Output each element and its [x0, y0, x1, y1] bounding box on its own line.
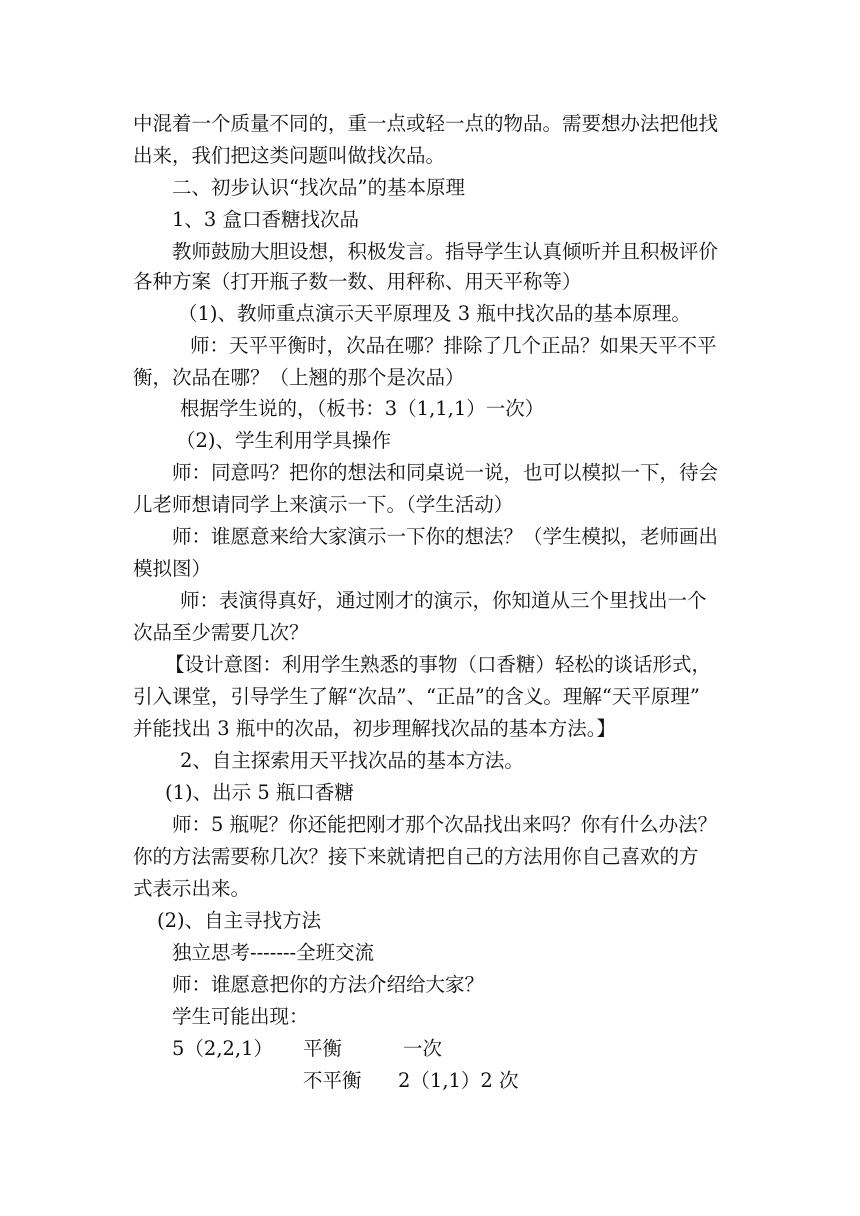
text-line: (2)、自主寻找方法 [157, 909, 322, 932]
scheme-unbalanced-result: 2（1,1）2 次 [398, 1069, 519, 1092]
design-intent-note: 引入课堂，引导学生了解“次品”、“正品”的含义。理解“天平原理” [133, 685, 700, 708]
design-intent-note: 并能找出 3 瓶中的次品，初步理解找次品的基本方法。】 [133, 717, 617, 740]
design-intent-note: 【设计意图：利用学生熟悉的事物（口香糖）轻松的谈话形式， [165, 653, 712, 676]
text-line: 式表示出来。 [133, 877, 251, 900]
text-line: 教师鼓励大胆设想，积极发言。指导学生认真倾听并且积极评价 [172, 240, 719, 263]
subsection-heading: 1、3 盒口香糖找次品 [172, 208, 360, 231]
text-line: 根据学生说的，（板书：3（1,1,1）一次） [180, 397, 545, 420]
scheme-balanced: 平衡 [303, 1037, 343, 1060]
text-line: 你的方法需要称几次？接下来就请把自己的方法用你自己喜欢的方 [133, 845, 699, 868]
subsection-heading: 2、自主探索用天平找次品的基本方法。 [180, 749, 524, 772]
text-line: 师：同意吗？把你的想法和同桌说一说，也可以模拟一下，待会 [172, 461, 719, 484]
text-line: 中混着一个质量不同的，重一点或轻一点的物品。需要想办法把他找 [133, 112, 719, 135]
text-line: 学生可能出现： [172, 1005, 309, 1028]
text-line: 衡，次品在哪？（上翘的那个是次品） [133, 366, 465, 389]
text-line: 独立思考-------全班交流 [172, 941, 375, 964]
scheme-unbalanced: 不平衡 [303, 1069, 362, 1092]
text-line: (1)、出示 5 瓶口香糖 [165, 781, 354, 804]
text-line: 模拟图） [133, 557, 212, 580]
text-line: 师：谁愿意把你的方法介绍给大家？ [172, 973, 485, 996]
scheme-balanced-result: 一次 [403, 1037, 443, 1060]
text-line: 儿老师想请同学上来演示一下。（学生活动） [133, 493, 514, 516]
text-line: （1)、教师重点演示天平原理及 3 瓶中找次品的基本原理。 [178, 302, 691, 325]
text-line: 师：谁愿意来给大家演示一下你的想法？（学生模拟，老师画出 [172, 525, 719, 548]
text-line: 师：5 瓶呢？你还能把刚才那个次品找出来吗？你有什么办法？ [172, 813, 718, 836]
text-line: 师：表演得真好，通过刚才的演示，你知道从三个里找出一个 [180, 589, 707, 612]
text-line: 师：天平平衡时，次品在哪？排除了几个正品？如果天平不平 [190, 334, 717, 357]
text-line: 次品至少需要几次？ [133, 621, 309, 644]
text-line: 各种方案（打开瓶子数一数、用秤称、用天平称等） [133, 270, 582, 293]
section-heading: 二、初步认识“找次品”的基本原理 [172, 176, 465, 199]
text-line: （2)、学生利用学具操作 [176, 429, 392, 452]
scheme-grouping: 5（2,2,1） [172, 1037, 274, 1060]
text-line: 出来，我们把这类问题叫做找次品。 [133, 144, 446, 167]
